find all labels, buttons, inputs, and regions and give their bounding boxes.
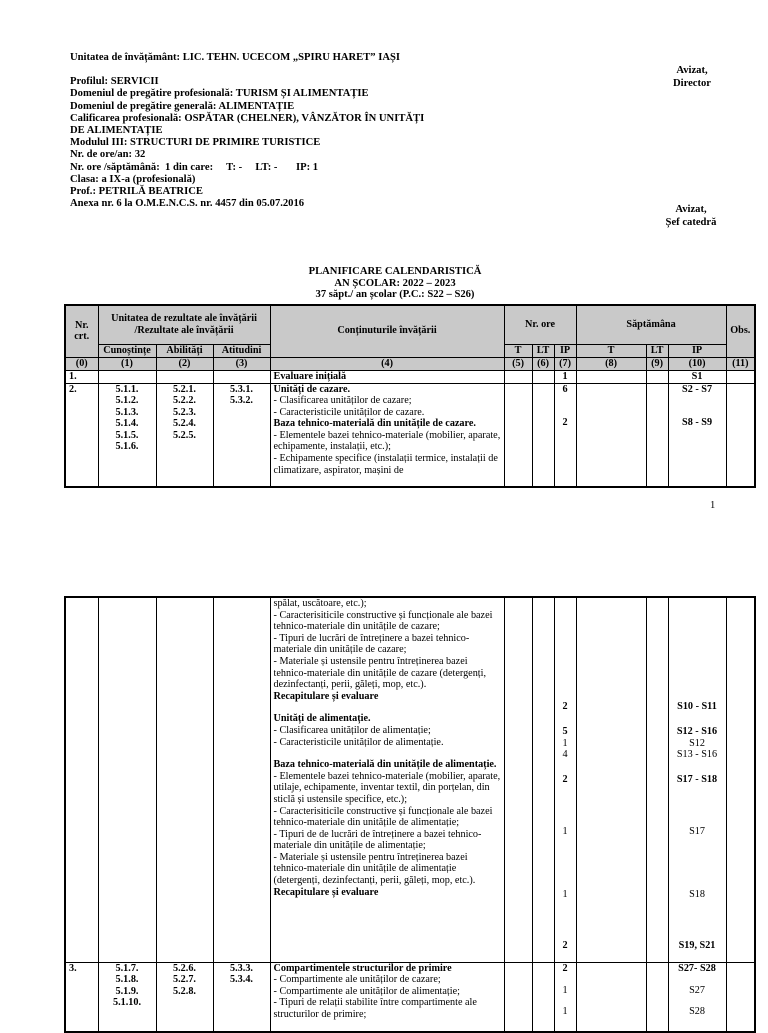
attitude-codes [213, 962, 270, 1032]
code: 5.1.9. [115, 985, 139, 997]
row-content: Evaluare inițială [270, 370, 504, 383]
content-item: - Tipuri de de lucrări de întreținere a bazei tehnico-materiale din unitățile de alimentație; [273, 828, 482, 852]
title-line3: 37 săpt./ an școlar (P.C.: S22 – S26) [315, 289, 475, 300]
index-cell: (7) [554, 357, 576, 370]
code: 5.1.7. [115, 962, 139, 974]
week-value: S2 - S7 [682, 383, 713, 395]
row-ip [554, 597, 576, 962]
head-lt-week: LT [646, 344, 668, 357]
head-attitudes: Atitudini [213, 344, 270, 357]
content-item: - Materiale și ustensile pentru întreținerea bazei tehnico-materiale din unitățile de alimentație (detergenți, dezinfectanți, perii, găleți, mop, etc.). [273, 851, 476, 887]
index-cell: (2) [156, 357, 213, 370]
week-value: S17 [689, 826, 705, 837]
head-unit: Unitatea de rezultate ale învățării /Rezultate ale învățării [98, 305, 270, 344]
row-nr: 1. [65, 370, 98, 383]
content-item: - Clasificarea unităților de cazare; [273, 395, 412, 407]
content-item: - Compartimente ale unităților de cazare; [273, 974, 441, 986]
week-value: S28 [689, 1005, 705, 1017]
content-heading: Baza tehnico-materială din unitățile de cazare. [273, 418, 476, 430]
head-t-week: T [576, 344, 646, 357]
head-skills: Abilități [156, 344, 213, 357]
school-unit: Unitatea de învățământ: LIC. TEHN. UCECOM „SPIRU HARET” IAȘI [70, 52, 401, 63]
ip-value: 1 [562, 826, 568, 837]
head-knowledge: Cunoștințe [98, 344, 156, 357]
row-ip [554, 962, 576, 1032]
code: 5.2.6. [173, 962, 196, 974]
week-value: S17 - S18 [676, 774, 718, 785]
code: 5.2.3. [173, 406, 196, 418]
approval-role: Șef catedră [665, 216, 717, 228]
domain-professional: Domeniul de pregătire profesională: TURISM ȘI ALIMENTAȚIE [70, 88, 369, 100]
content-item: - Elementele bazei tehnico-materiale (mobilier, aparate, echipamente, instalații, etc.); [273, 429, 501, 453]
ip-value: 2 [562, 962, 568, 974]
index-cell: (0) [65, 357, 98, 370]
ip-value: 2 [562, 701, 568, 712]
code: 5.1.1. [115, 383, 139, 395]
content-item: - Tipuri de relații stabilite între compartimente ale structurilor de primire; [273, 997, 477, 1020]
approval-label: Avizat, [675, 204, 707, 215]
row-week [668, 962, 726, 1032]
row-content [270, 383, 504, 487]
plan-table-page1 [64, 304, 756, 488]
row-content [270, 597, 504, 962]
page-number: 1 [710, 500, 716, 511]
skill-codes [156, 383, 213, 487]
approval-role: Director [672, 77, 712, 89]
head-lt: LT [532, 344, 554, 357]
content-item: - Caracteristicile unităților de alimentație. [273, 736, 444, 748]
ip-value: 1 [562, 738, 568, 749]
content-item: - Materiale și ustensile pentru întreținerea bazei tehnico-materiale din unitățile de cazare (detergenți, dezinfectanți, perii, găleți, mop, etc.). [273, 655, 487, 691]
approval-label: Avizat, [676, 65, 708, 76]
head-nr: Nr. crt. [65, 305, 98, 357]
row-ip [554, 383, 576, 487]
module: Modulul III: STRUCTURI DE PRIMIRE TURISTICE [70, 137, 321, 149]
plan-title [230, 266, 560, 301]
content-heading: Recapitulare și evaluare [273, 690, 379, 702]
week-value: S12 [689, 738, 705, 749]
code: 5.3.3. [230, 962, 253, 974]
content-item: - Elementele bazei tehnico-materiale (mobilier, aparate, utilaje, echipamente, inventar textil, din porțelan, din sticlă și ustensile specifice, etc.); [273, 770, 501, 805]
content-heading: Compartimentele structurilor de primire [273, 962, 452, 974]
qualification-line1: Calificarea profesională: OSPĂTAR (CHELNER), VÂNZĂTOR ÎN UNITĂȚI [70, 112, 425, 124]
content-item: - Caracteristicile unităților de cazare. [273, 406, 425, 418]
content-heading: Baza tehnico-materială din unitățile de alimentație. [273, 759, 497, 771]
row-content [270, 962, 504, 1032]
code: 5.3.4. [230, 974, 253, 986]
code: 5.1.3. [115, 406, 139, 418]
week-value: S19, S21 [678, 940, 716, 951]
row-ip: 1 [554, 370, 576, 383]
class: Clasa: a IX-a (profesională) [70, 173, 196, 185]
row-week: S1 [668, 370, 726, 383]
chief-approval [655, 204, 727, 229]
week-value: S13 - S16 [676, 749, 718, 760]
code: 5.3.1. [230, 383, 253, 395]
qualification-line2: DE ALIMENTAȚIE [70, 125, 163, 137]
knowledge-codes [98, 383, 156, 487]
head-t: T [504, 344, 532, 357]
ip-value: 1 [562, 889, 568, 900]
attitude-codes [213, 383, 270, 487]
table-row [65, 597, 755, 962]
head-ip: IP [554, 344, 576, 357]
ip-value: 6 [562, 383, 568, 395]
row-nr: 3. [65, 962, 98, 1032]
week-value: S8 - S9 [682, 417, 713, 429]
code: 5.1.10. [112, 997, 141, 1009]
content-item: spălat, uscătoare, etc.); [273, 598, 367, 609]
title-line2: AN ȘCOLAR: 2022 – 2023 [334, 277, 456, 289]
ip-value: 2 [562, 417, 568, 429]
code: 5.1.8. [115, 974, 139, 986]
row-week [668, 597, 726, 962]
content-item: - Compartimente ale unităților de alimentație; [273, 985, 460, 997]
code: 5.1.6. [115, 441, 139, 453]
document-header [70, 52, 490, 210]
hours-per-year: Nr. de ore/an: 32 [70, 149, 146, 161]
content-item: - Caracterisiticile constructive și funcționale ale bazei tehnico-materiale din unitățile de cazare; [273, 609, 493, 633]
domain-general: Domeniul de pregătire generală: ALIMENTAȚIE [70, 100, 295, 112]
ip-value: 1 [562, 985, 568, 997]
week-value: S18 [689, 889, 705, 900]
index-cell: (11) [726, 357, 755, 370]
code: 5.2.7. [173, 974, 196, 986]
content-heading: Unități de alimentație. [273, 713, 371, 725]
director-approval [662, 65, 722, 90]
head-content: Conținuturile învățării [270, 305, 504, 357]
week-value: S27- S28 [678, 962, 716, 974]
hours-per-week: Nr. ore /săptămână: 1 din care: T: - LT: - IP: 1 [70, 161, 319, 173]
content-heading: Recapitulare și evaluare [273, 886, 379, 898]
plan-table-page2 [64, 596, 756, 1033]
content-item: - Caracterisiticile constructive și funcționale ale bazei tehnico-materiale din unitățile de alimentație; [273, 805, 493, 829]
code: 5.1.4. [115, 418, 139, 430]
head-weeks: Săptămâna [576, 305, 726, 344]
index-cell: (9) [646, 357, 668, 370]
content-item: - Tipuri de lucrări de întreținere a bazei tehnico-materiale din unitățile de cazare; [273, 632, 470, 656]
annex: Anexa nr. 6 la O.M.E.N.C.S. nr. 4457 din 05.07.2016 [70, 198, 305, 210]
index-cell: (4) [270, 357, 504, 370]
content-item: - Clasificarea unităților de alimentație; [273, 724, 431, 736]
ip-value: 2 [562, 774, 568, 785]
code: 5.2.2. [173, 395, 196, 407]
row-week [668, 383, 726, 487]
code: 5.1.2. [115, 395, 139, 407]
head-ip-week: IP [668, 344, 726, 357]
skill-codes [156, 962, 213, 1032]
code: 5.1.5. [115, 429, 139, 441]
content-item: - Echipamente specifice (instalații termice, instalații de climatizare, aspirator, mașini de [273, 453, 498, 476]
index-cell: (5) [504, 357, 532, 370]
ip-value: 2 [562, 940, 568, 951]
teacher: Prof.: PETRILĂ BEATRICE [70, 186, 203, 198]
code: 5.2.5. [173, 429, 196, 441]
code: 5.2.1. [173, 383, 196, 395]
code: 5.3.2. [230, 395, 253, 407]
ip-value: 1 [562, 1005, 568, 1017]
index-cell: (3) [213, 357, 270, 370]
ip-value: 5 [562, 726, 568, 737]
table-row [65, 383, 755, 487]
table-row [65, 370, 755, 383]
profile: Profilul: SERVICII [70, 76, 159, 88]
week-value: S12 - S16 [676, 726, 718, 737]
week-value: S27 [689, 985, 705, 997]
row-nr: 2. [65, 383, 98, 487]
code: 5.2.8. [173, 985, 196, 997]
title-line1: PLANIFICARE CALENDARISTICĂ [308, 266, 482, 277]
table-row [65, 962, 755, 1032]
head-hours: Nr. ore [504, 305, 576, 344]
code: 5.2.4. [173, 418, 196, 430]
knowledge-codes [98, 962, 156, 1032]
index-cell: (1) [98, 357, 156, 370]
index-cell: (6) [532, 357, 554, 370]
content-heading: Unități de cazare. [273, 383, 351, 395]
week-value: S10 - S11 [677, 701, 717, 712]
head-obs: Obs. [726, 305, 755, 357]
ip-value: 4 [562, 749, 568, 760]
index-cell: (10) [668, 357, 726, 370]
index-cell: (8) [576, 357, 646, 370]
